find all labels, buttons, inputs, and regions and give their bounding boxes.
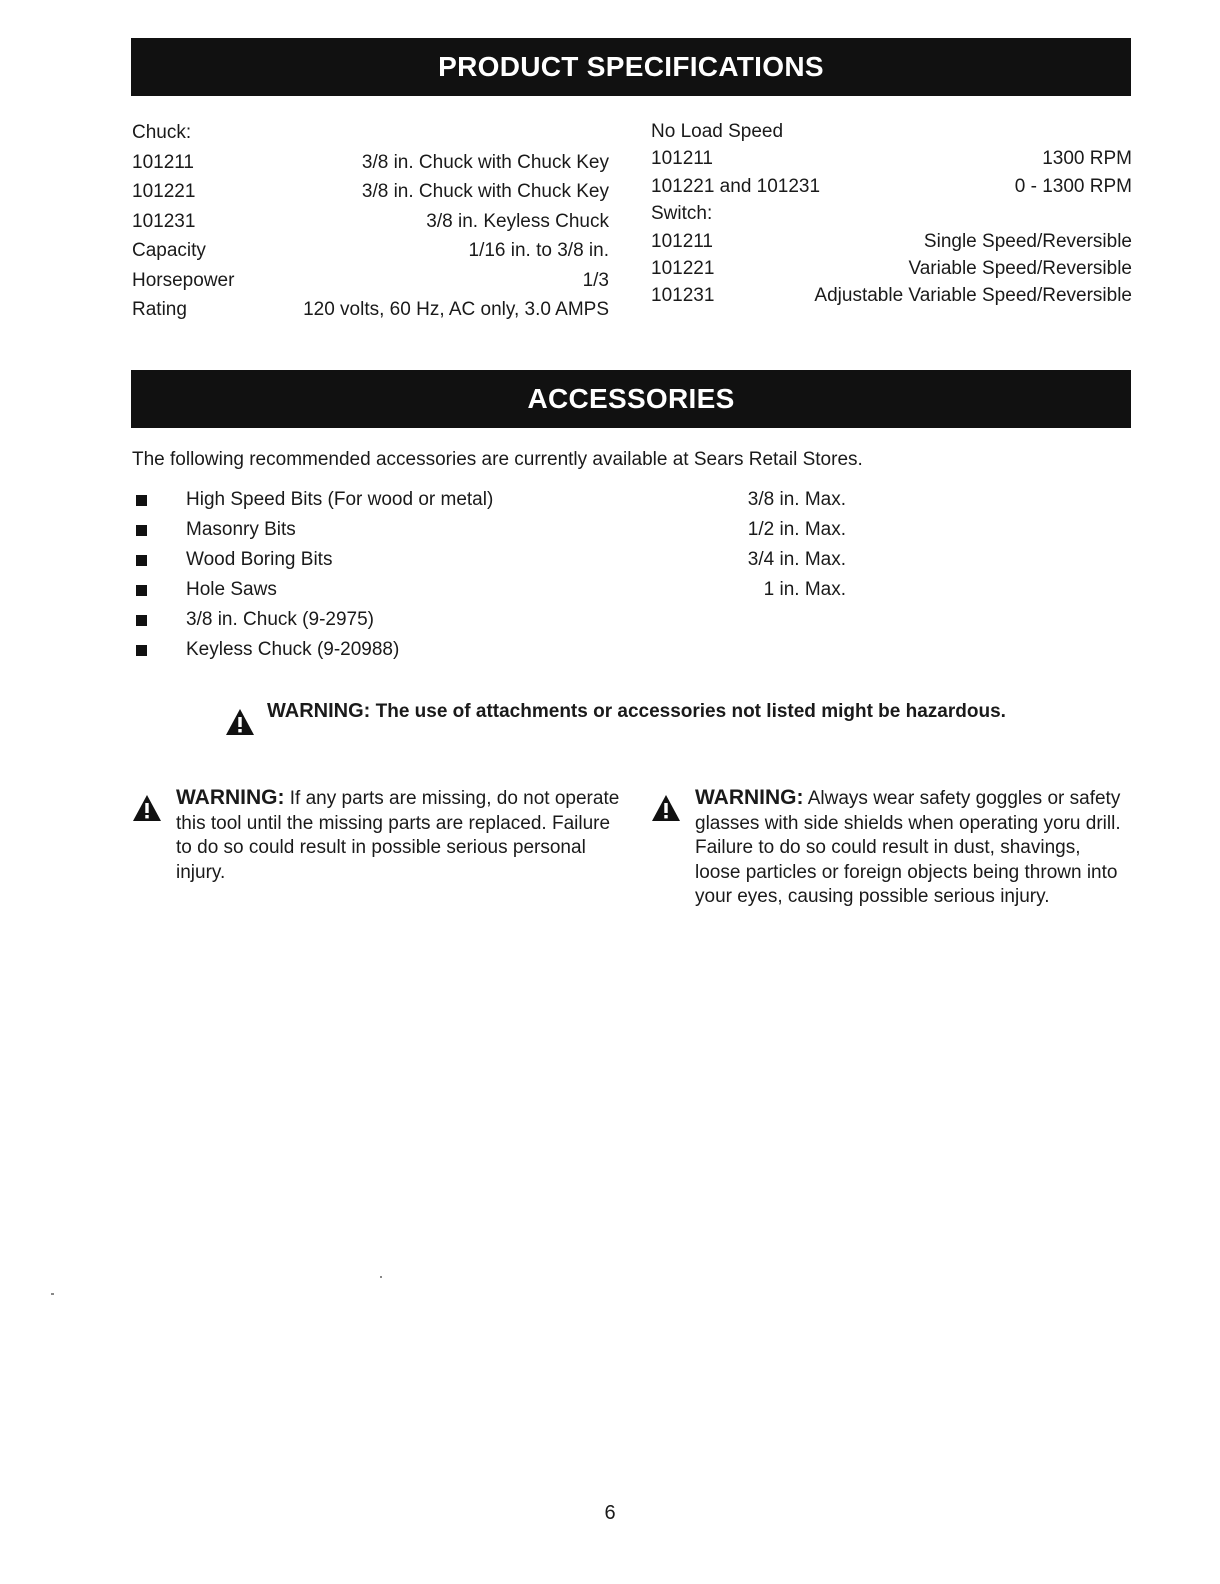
spec-label: 101211	[651, 230, 713, 252]
accessory-size: 1/2 in. Max.	[747, 519, 846, 540]
specs-right-column	[651, 118, 1132, 310]
warning-text: The use of attachments or accessories not listed might be hazardous.	[375, 701, 1006, 722]
spec-value: 0 - 1300 RPM	[1014, 175, 1132, 197]
spec-row	[132, 266, 609, 296]
spec-value: 1/16 in. to 3/8 in.	[468, 240, 609, 261]
spec-value: 3/8 in. Keyless Chuck	[426, 210, 609, 232]
warning-triangle-icon	[132, 794, 162, 822]
spec-label: Switch:	[651, 203, 713, 225]
accessory-name: Hole Saws	[186, 579, 277, 600]
spec-row	[651, 282, 1132, 309]
spec-label: Horsepower	[132, 269, 235, 291]
spec-label: 101211	[651, 148, 713, 170]
spec-row	[132, 236, 609, 266]
warning-triangle-icon	[651, 794, 681, 822]
warning-label: WARNING:	[267, 700, 371, 722]
warning-safety-goggles	[651, 786, 1131, 910]
scan-speck	[51, 1293, 54, 1295]
list-item	[136, 635, 856, 665]
square-bullet-icon	[136, 645, 147, 656]
warning-center	[225, 700, 1006, 736]
accessory-name: Wood Boring Bits	[186, 549, 333, 570]
spec-label: 101211	[132, 151, 194, 173]
accessories-title-banner	[131, 370, 1131, 428]
spec-row	[132, 177, 609, 207]
square-bullet-icon	[136, 525, 147, 536]
list-item	[136, 545, 856, 575]
spec-label: Chuck:	[132, 122, 192, 143]
spec-value: Variable Speed/Reversible	[908, 257, 1132, 279]
spec-label: No Load Speed	[651, 121, 784, 142]
warning-missing-parts	[132, 786, 622, 885]
specs-left-column	[132, 118, 609, 325]
list-item	[136, 485, 856, 515]
spec-value: 1300 RPM	[1042, 148, 1132, 170]
spec-label: 101221	[132, 181, 196, 202]
list-item	[136, 605, 856, 635]
spec-row	[651, 200, 1132, 227]
warning-text: If any parts are missing, do not operate this tool until the missing parts are replaced. Failure to do so could result in possible serious personal injury.	[176, 788, 620, 883]
spec-label: Capacity	[132, 240, 206, 261]
page-number: 6	[604, 1502, 616, 1524]
specs-title: PRODUCT SPECIFICATIONS	[438, 51, 824, 82]
spec-row	[132, 148, 609, 178]
spec-label: 101231	[651, 285, 715, 307]
warning-text: Always wear safety goggles or safety glasses with side shields when operating yoru drill. Failure to do so could result in dust, shavings, loose particles or foreign objects being thrown into your eyes, causing possible serious injury.	[695, 788, 1121, 907]
spec-label: 101231	[132, 210, 196, 232]
warning-label: WARNING:	[176, 786, 285, 809]
spec-label: Rating	[132, 299, 187, 320]
spec-label: 101221 and 101231	[651, 175, 821, 197]
spec-row	[651, 173, 1132, 200]
spec-row	[132, 118, 609, 148]
spec-value: 3/8 in. Chuck with Chuck Key	[361, 181, 609, 202]
spec-label: 101221	[651, 257, 715, 279]
accessories-intro: The following recommended accessories are currently available at Sears Retail Stores.	[132, 449, 863, 470]
spec-row	[132, 207, 609, 237]
spec-value: 1/3	[582, 269, 609, 291]
list-item	[136, 515, 856, 545]
spec-value: 3/8 in. Chuck with Chuck Key	[361, 151, 609, 173]
warning-triangle-icon	[225, 708, 255, 736]
spec-row	[651, 118, 1132, 145]
accessories-title: ACCESSORIES	[527, 383, 735, 414]
accessory-size: 1 in. Max.	[763, 579, 846, 600]
spec-row	[651, 255, 1132, 282]
accessory-name: 3/8 in. Chuck (9-2975)	[186, 609, 374, 630]
spec-row	[132, 295, 609, 325]
specs-title-banner	[131, 38, 1131, 96]
accessories-list	[136, 485, 856, 665]
accessory-name: High Speed Bits (For wood or metal)	[186, 489, 494, 510]
accessory-size: 3/4 in. Max.	[747, 549, 846, 570]
square-bullet-icon	[136, 615, 147, 626]
accessory-name: Masonry Bits	[186, 519, 296, 540]
scan-speck	[380, 1276, 382, 1278]
spec-value: Single Speed/Reversible	[923, 230, 1132, 252]
square-bullet-icon	[136, 555, 147, 566]
warning-label: WARNING:	[695, 786, 804, 809]
square-bullet-icon	[136, 585, 147, 596]
spec-value: 120 volts, 60 Hz, AC only, 3.0 AMPS	[303, 299, 609, 320]
list-item	[136, 575, 856, 605]
square-bullet-icon	[136, 495, 147, 506]
spec-row	[651, 145, 1132, 172]
spec-row	[651, 228, 1132, 255]
accessory-size: 3/8 in. Max.	[747, 489, 846, 510]
accessory-name: Keyless Chuck (9-20988)	[186, 639, 400, 660]
spec-value: Adjustable Variable Speed/Reversible	[814, 285, 1132, 307]
